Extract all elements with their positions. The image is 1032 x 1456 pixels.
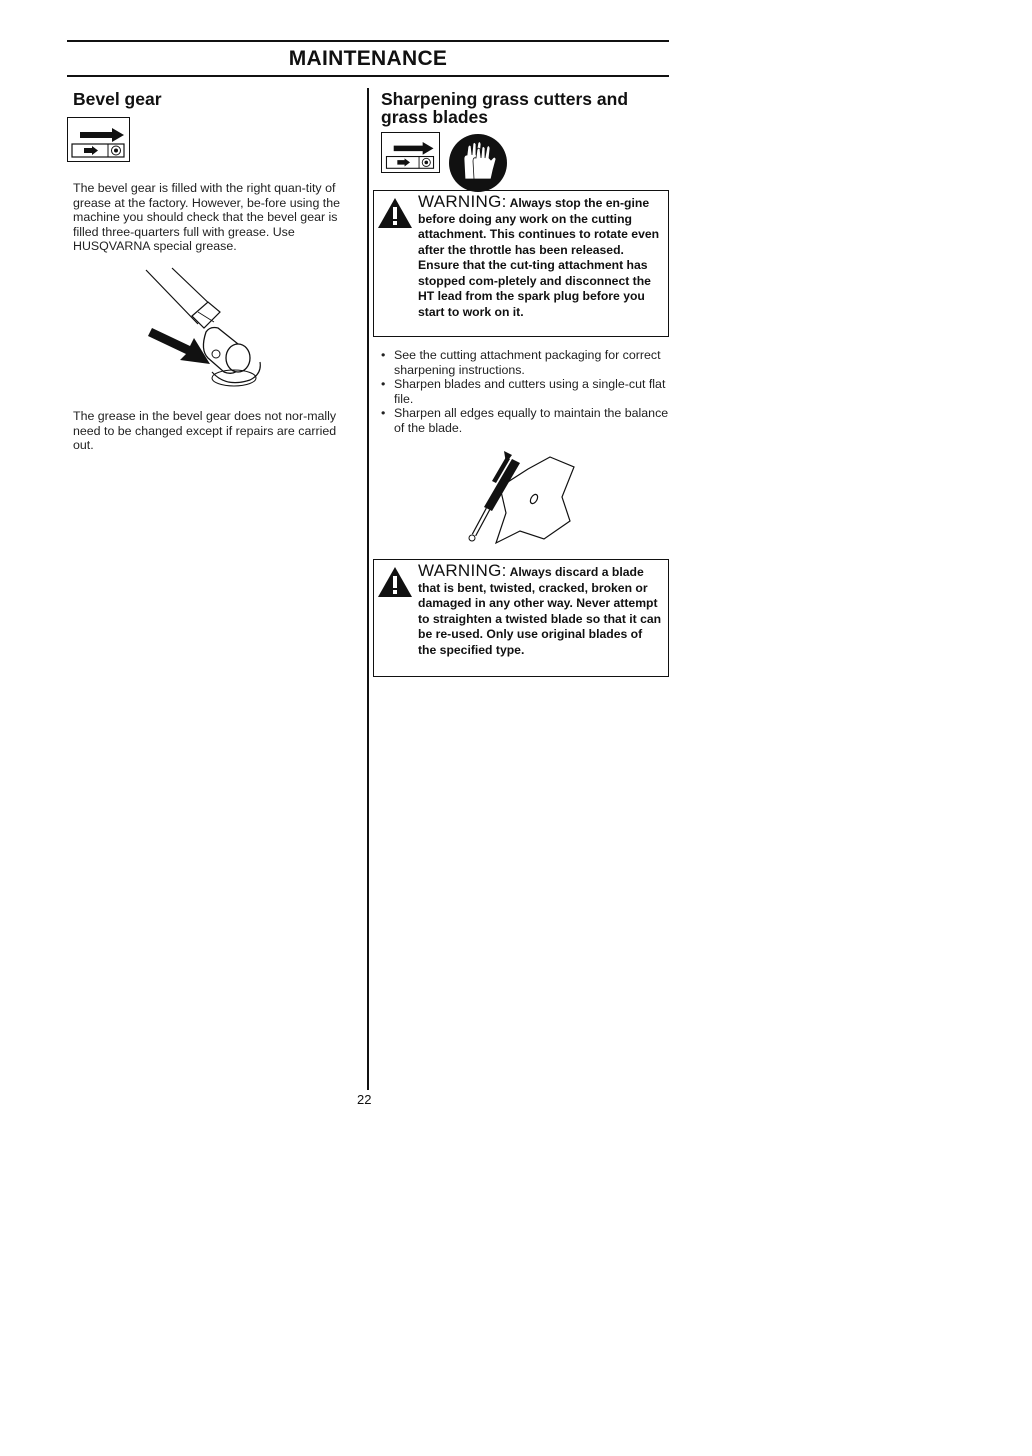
column-divider (367, 88, 369, 1090)
page-number: 22 (357, 1092, 372, 1107)
page-title: MAINTENANCE (288, 47, 448, 70)
bevel-gear-paragraph-2: The grease in the bevel gear does not nor-mally need to be changed except if repairs are carried out. (73, 409, 337, 453)
bevel-gear-illustration (144, 266, 274, 396)
list-item: • Sharpen all edges equally to maintain the balance of the blade. (381, 406, 671, 435)
warning-box-discard-blade (373, 559, 669, 677)
warning-box-stop-engine (373, 190, 669, 337)
header-rule (67, 75, 669, 77)
warning-label: WARNING: (418, 192, 507, 211)
procedure-symbol-icon (381, 132, 440, 173)
sharpening-instructions-list (381, 348, 671, 436)
procedure-symbol-icon (67, 117, 130, 162)
list-item: • Sharpen blades and cutters using a single-cut flat file. (381, 377, 671, 406)
warning-triangle-icon (377, 566, 413, 598)
section-heading-bevel-gear: Bevel gear (73, 89, 162, 109)
warning-text: Always stop the en-gine before doing any work on the cutting attachment. This continues to rotate even after the throttle has been released. Ensure that the cut-ting attachment has stopped com-pletely and disconnect the HT lead from the spark plug before you start to work on it. (418, 196, 660, 319)
warning-label: WARNING: (418, 561, 507, 580)
top-rule (67, 40, 669, 42)
gloves-icon (448, 133, 508, 193)
warning-text: Always discard a blade that is bent, twisted, cracked, broken or damaged in any other way. Never attempt to straighten a twisted blade so that it can be re-used. Only use original blades of the specified type. (418, 565, 662, 657)
file-sharpening-illustration (466, 451, 578, 547)
bevel-gear-paragraph-1: The bevel gear is filled with the right quan-tity of grease at the factory. However, be-fore using the machine you should check that the bevel gear is filled three-quarters full with grease. Use HUSQVARNA special grease. (73, 181, 341, 254)
section-heading-sharpening: Sharpening grass cutters and grass blades (381, 89, 629, 127)
list-item: • See the cutting attachment packaging for correct sharpening instructions. (381, 348, 671, 377)
warning-triangle-icon (377, 197, 413, 229)
